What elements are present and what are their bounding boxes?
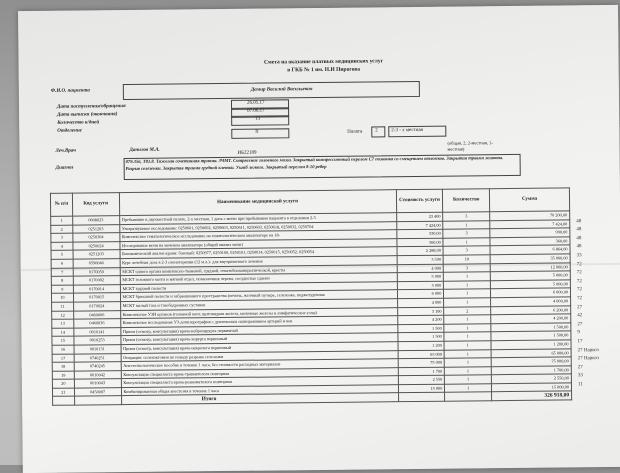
- row-price: 360,00: [397, 238, 444, 247]
- total-value: 326 918,00: [492, 391, 572, 400]
- side-note: 72: [577, 296, 583, 302]
- side-note: 33: [576, 253, 582, 259]
- row-qty: 1: [444, 341, 491, 350]
- row-num: 10: [51, 293, 73, 302]
- row-code: 0608023: [72, 216, 119, 225]
- label-diagnosis: Диагноз: [55, 165, 74, 171]
- row-num: 13: [52, 319, 74, 328]
- row-service: Ультразвуковое исследование: 0250601, 0250602, 0250603, 0250611, 0250603, 0250618, 0250632, 0250704: [119, 221, 396, 232]
- row-service: МСКТ головного мозга и мягкий отдел, позвоночник черепа, сосудистые сдвиги: [120, 273, 397, 284]
- row-service: Операция: спленэктомия по поводу разрыва селезенки: [121, 350, 398, 361]
- row-sum: 1 700,00: [491, 366, 571, 375]
- history-number: ИБ22189: [237, 150, 257, 156]
- row-qty: 3: [443, 212, 490, 221]
- row-service: Консультация специалиста врача-травматолога повторная: [121, 367, 398, 378]
- row-sum: 4 000,00: [491, 297, 571, 306]
- row-qty: 1: [445, 366, 492, 375]
- row-price: 7 424,00: [396, 221, 443, 230]
- row-sum: 360,00: [490, 237, 570, 246]
- discharge-date: 07.06.17: [247, 108, 265, 114]
- row-qty: 1: [443, 237, 490, 246]
- row-code: 0251203: [73, 224, 120, 233]
- header-qty: Количество: [443, 189, 490, 212]
- label-doctor: Леч.Врач: [55, 148, 76, 154]
- row-sum: 5 000,00: [490, 271, 570, 280]
- row-code: 0010043: [74, 379, 121, 388]
- row-price: 5 000: [397, 281, 444, 290]
- row-sum: 7 424,00: [490, 219, 570, 228]
- row-price: 2 550: [398, 375, 445, 384]
- side-note: 9: [577, 330, 580, 336]
- side-note: 48: [576, 244, 582, 250]
- row-num: 1: [51, 216, 73, 225]
- row-qty: 1: [444, 323, 491, 332]
- row-code: 0460006: [73, 310, 120, 319]
- ward-note: (общая, 2, 2-местная, 1-местная): [447, 140, 493, 152]
- row-service: Анестезиологическое пособие в течение 1 часа, без стоимости расходных материалов: [121, 359, 398, 370]
- row-qty: 3: [443, 229, 490, 238]
- row-num: 8: [51, 276, 73, 285]
- row-num: 4: [51, 242, 73, 251]
- invoice-sheet: [18, 5, 620, 473]
- row-service: Комплексное исследование УЗ-допплерография с дуплексным сканированием артерий и вен: [120, 316, 397, 327]
- side-note: 48: [576, 218, 582, 224]
- label-admission: Дата поступления/обращения: [56, 104, 126, 110]
- row-qty: 1: [444, 349, 491, 358]
- row-service: Консультация специалиста врача-реаниматолога повторная: [121, 376, 398, 387]
- row-qty: 2: [444, 306, 491, 315]
- row-code: 0010253: [74, 336, 121, 345]
- row-qty: 3: [443, 246, 490, 255]
- row-service: Прием (осмотр, консультация) врача-невролога первичный: [121, 342, 398, 353]
- side-note: 72: [576, 261, 582, 267]
- row-num: 2: [51, 225, 73, 234]
- row-service: Комплексное гематологическое исследование на гематологическом анализаторе на 18-: [119, 230, 396, 241]
- row-code: 0170024: [73, 302, 120, 311]
- row-price: 15 000: [398, 384, 445, 393]
- row-sum: 12 000,00: [490, 262, 570, 271]
- side-note: 48: [576, 227, 582, 233]
- row-sum: 1 200,00: [491, 340, 571, 349]
- total-label: Итого: [121, 393, 398, 404]
- row-sum: 6 000,00: [490, 288, 570, 297]
- row-price: 3 500: [397, 255, 444, 264]
- row-code: 0251203: [73, 250, 120, 259]
- row-sum: 6 864,00: [490, 245, 570, 254]
- row-sum: 1 500,00: [491, 323, 571, 332]
- row-num: 21: [52, 388, 74, 397]
- row-service: МСКТ малый таза и тазобедренных суставов: [120, 299, 397, 310]
- side-note: 27: [577, 322, 583, 328]
- label-bed-days: Количество к/дней: [57, 120, 100, 126]
- row-num: 20: [52, 379, 74, 388]
- row-num: 11: [52, 302, 74, 311]
- row-price: 65 000: [398, 350, 445, 359]
- row-service: Комплексное УЗИ органов (головной мозг, щитовидная железа, молочные железы и лимфатические узлы): [120, 307, 397, 318]
- label-discharge: Дата выписки (окончания): [57, 112, 118, 118]
- label-department: Отделение: [57, 128, 82, 134]
- row-num: 7: [51, 268, 73, 277]
- row-qty: 10: [443, 255, 490, 264]
- row-qty: 1: [444, 272, 491, 281]
- side-note: 72: [576, 287, 582, 293]
- services-table: [50, 187, 572, 405]
- row-sum: 990,00: [490, 228, 570, 237]
- row-sum: 65 000,00: [491, 348, 571, 357]
- side-note: 27: [577, 304, 583, 310]
- row-service: МСКТ брюшной полости и забрюшинного пространства (печень, желчный пузырь, селезенка, поджелудочная: [120, 290, 397, 301]
- row-code: 0170015: [73, 293, 120, 302]
- row-price: 5 000: [397, 272, 444, 281]
- admission-date: 26.05.17: [246, 100, 265, 106]
- row-num: 5: [51, 250, 73, 259]
- header-price: Стоимость услуги: [396, 189, 443, 212]
- row-price: 4 000: [397, 298, 444, 307]
- row-service: Исследование мочи на мочевом анализаторе (общий анализ мочи): [119, 238, 396, 249]
- row-sum: 70 200,00: [490, 211, 570, 220]
- row-num: 9: [51, 285, 73, 294]
- row-num: 19: [52, 371, 74, 380]
- doctor-name: Данилов М.А.: [129, 147, 160, 153]
- row-service: Прием (осмотр, консультация) врача-хирурга первичный: [120, 333, 397, 344]
- row-qty: 1: [444, 289, 491, 298]
- header-num: № п/п: [50, 193, 72, 216]
- row-service: Курс лечебная доза в 2-3 озонотерапии (12 м.л.)- для внутривенного лечения: [120, 256, 397, 267]
- row-sum: 5 000,00: [490, 280, 570, 289]
- department-box: [231, 128, 289, 139]
- row-code: 0170002: [73, 276, 120, 285]
- row-num: 14: [52, 328, 74, 337]
- side-note: 48: [576, 236, 582, 242]
- row-code: 0740245: [74, 362, 121, 371]
- row-price: 4 000: [397, 264, 444, 273]
- row-num: 15: [52, 336, 74, 345]
- row-code: 0010131: [74, 344, 121, 353]
- row-code: 0740251: [74, 353, 121, 362]
- row-price: 2 288,00: [397, 247, 444, 256]
- row-service: Биохимический анализ крови: базовый: 0250977, 0250100, 0250101, 0250014, 0250015, 0250052, 0250054: [120, 247, 397, 258]
- row-price: 6 000: [397, 290, 444, 299]
- row-service: МСКТ одного органа комплексно-тканевой, грудной, гепатобиопанкреатической, кристы: [120, 264, 397, 275]
- row-sum: 15 000,00: [491, 383, 571, 392]
- document-title: [219, 57, 429, 75]
- row-num: 3: [51, 233, 73, 242]
- title-line-1: Смета на оказание платных медицинских услуг: [264, 58, 384, 66]
- side-note: 72: [576, 270, 582, 276]
- ward-type: 2-3 - х местная: [391, 127, 424, 134]
- side-note: 33: [577, 373, 583, 379]
- row-qty: 1: [444, 315, 491, 324]
- row-qty: 3: [444, 263, 491, 272]
- side-note: 42: [577, 313, 583, 319]
- row-num: 17: [52, 354, 74, 363]
- header-service: Наименование медицинской услуги: [119, 190, 396, 216]
- row-code: 0450007: [74, 387, 121, 396]
- row-num: 12: [52, 311, 74, 320]
- row-price: 1 500: [398, 333, 445, 342]
- title-line-2: в ГКБ № 1 им. Н.И Пирогова: [287, 66, 361, 74]
- header-sum: Сумма: [489, 188, 569, 212]
- row-qty: 1: [443, 220, 490, 229]
- row-qty: 1: [445, 384, 492, 393]
- row-num: 6: [51, 259, 73, 268]
- row-price: 75 000: [398, 358, 445, 367]
- row-price: 3 100: [397, 307, 444, 316]
- patient-name: Дамир Василий Васильевич: [250, 87, 313, 93]
- side-note: 27 Наркоз: [577, 356, 599, 362]
- row-code: 0250024: [73, 241, 120, 250]
- row-qty: 1: [445, 375, 492, 384]
- row-num: 16: [52, 345, 74, 354]
- row-service: МСКТ грудной полости: [120, 281, 397, 292]
- row-price: 23 400: [396, 212, 443, 221]
- header-code: Код услуги: [72, 193, 119, 216]
- ward-number: 2: [375, 128, 378, 134]
- label-fio: Ф.И.О. пациента: [50, 88, 90, 94]
- row-code: 0460036: [74, 319, 121, 328]
- row-sum: 6 200,00: [491, 305, 571, 314]
- row-sum: 2 550,00: [491, 374, 571, 383]
- row-service: Пребывание в двухместной палате, 2-х местная, 1 день с меню при пребывании пациента в отделении 2-3: [119, 213, 396, 224]
- row-price: 1 500: [397, 324, 444, 333]
- row-sum: 35 000,00: [490, 254, 570, 263]
- row-sum: 75 000,00: [491, 357, 571, 366]
- row-price: 1 700: [398, 367, 445, 376]
- side-note: 11: [577, 382, 583, 388]
- row-qty: 1: [444, 332, 491, 341]
- row-code: 0010042: [74, 370, 121, 379]
- row-num: 18: [52, 362, 74, 371]
- row-price: 330,00: [396, 229, 443, 238]
- row-code: 0590046: [73, 259, 120, 268]
- bed-days: 13: [255, 116, 261, 122]
- row-code: 0010141: [74, 327, 121, 336]
- row-qty: 1: [444, 298, 491, 307]
- side-note: 27 Наркоз: [577, 347, 599, 353]
- row-price: 4 200: [397, 315, 444, 324]
- side-note: 72: [576, 279, 582, 285]
- row-service: Прием (осмотр, консультация) врача-нейрохирурга первичный: [120, 324, 397, 335]
- row-code: 0170050: [73, 267, 120, 276]
- row-qty: 1: [445, 358, 492, 367]
- diagnosis-text: 079.356, T81.8. Тяжелая сочетанная травма. ЗЧМТ. Сотрясение головного мозга. Закрытый компрессионный перелом С7 позвонка со смещением отломков. Закрытая травма живота. Разрыв селезенки. Закрытая травма грудной клетки. Ушиб легкого. Закрытый перелом 8-10 ребер: [125, 155, 504, 171]
- row-service: Комбинированная общая анестезия в течение 1 часа: [121, 385, 398, 396]
- row-sum: 4 200,00: [491, 314, 571, 323]
- side-note: 17: [577, 339, 583, 345]
- side-note: 27: [577, 365, 583, 371]
- row-price: 1 200: [398, 341, 445, 350]
- row-code: 0170014: [73, 284, 120, 293]
- label-ward: Палата: [347, 129, 363, 135]
- department: II: [255, 129, 259, 135]
- row-sum: 1 500,00: [491, 331, 571, 340]
- row-qty: 1: [444, 280, 491, 289]
- row-code: 0250304: [73, 233, 120, 242]
